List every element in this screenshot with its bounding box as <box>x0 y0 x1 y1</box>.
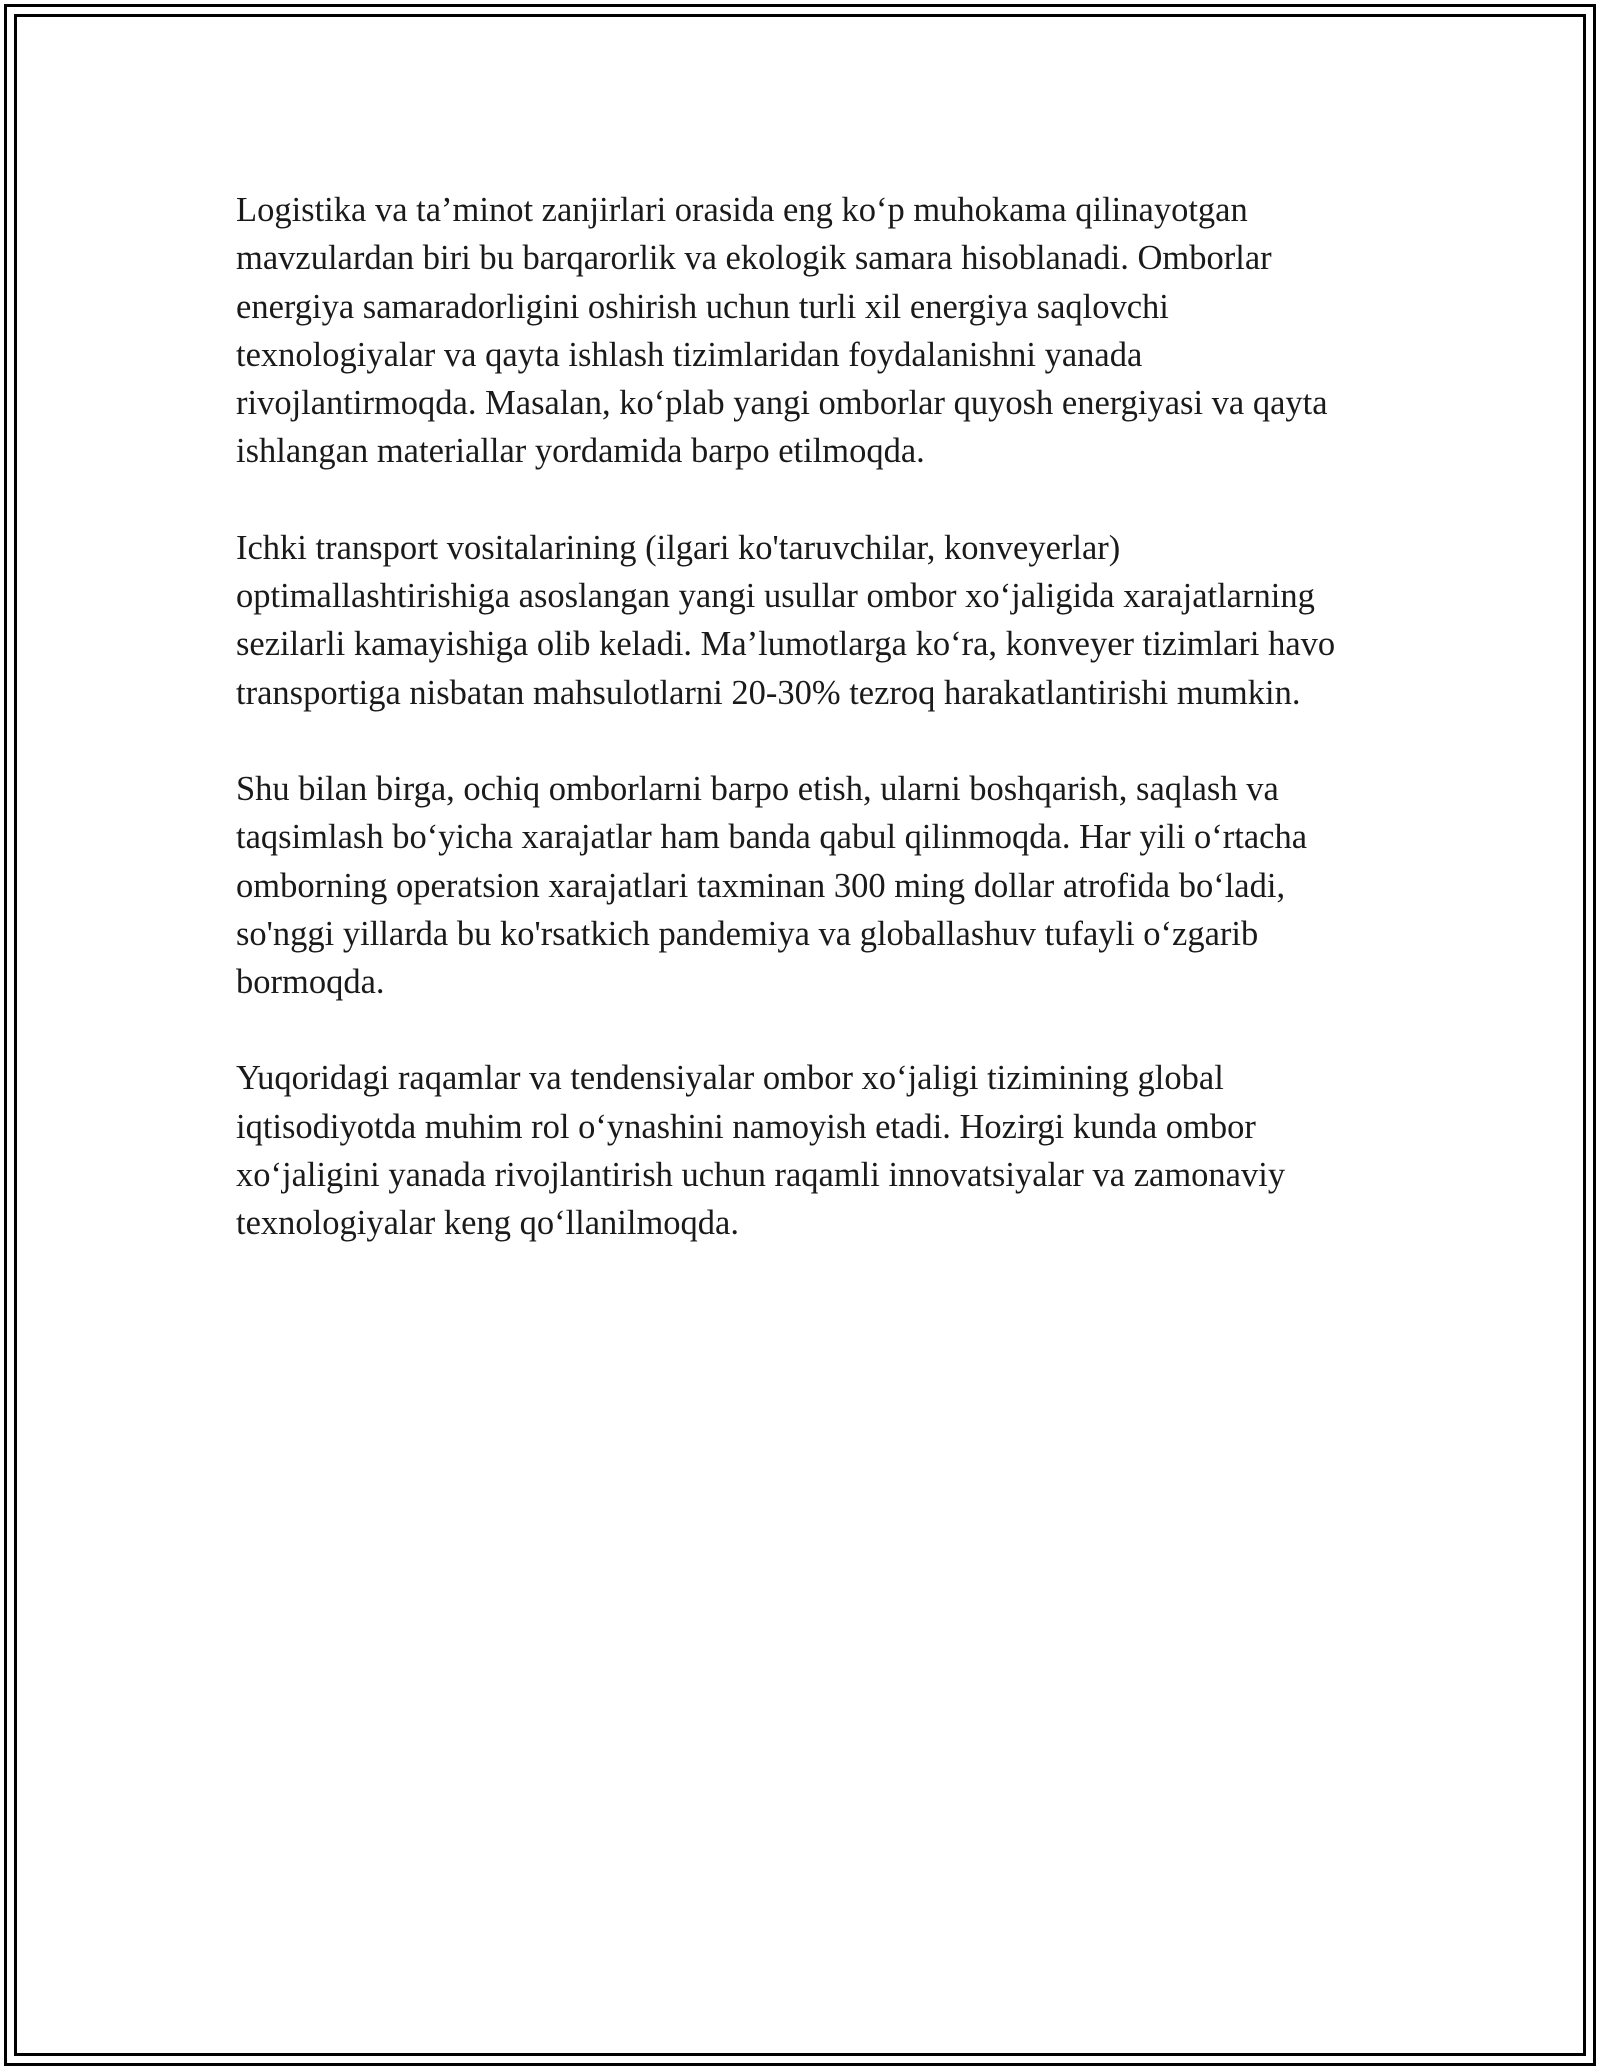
paragraph-conclusion: Yuqoridagi raqamlar va tendensiyalar ombor xo‘jaligi tizimining global iqtisodiyotda muhim rol o‘ynashini namoyish etadi. Hozirgi kunda ombor xo‘jaligini yanada rivojlantirish uchun raqamli innovatsiyalar va zamonaviy texnologiyalar keng qo‘llanilmoqda. <box>236 1059 1286 1243</box>
paragraph-internal-transport: Ichki transport vositalarining (ilgari ko'taruvchilar, konveyerlar) optimallashtirishiga asoslangan yangi usullar ombor xo‘jaligida xarajatlarning sezilarli kamayishiga olib keladi. Ma’lumotlarga ko‘ra, konveyer tizimlari havo transportiga nisbatan mahsulotlarni 20-30% tezroq harakatlantirishi mumkin. <box>236 528 1336 712</box>
document-body <box>236 186 1366 1296</box>
paragraph-sustainability: Logistika va ta’minot zanjirlari orasida eng ko‘p muhokama qilinayotgan mavzulardan biri bu barqarorlik va ekologik samara hisoblanadi. Omborlar energiya samaradorligini oshirish uchun turli xil energiya saqlovchi texnologiyalar va qayta ishlash tizimlaridan foydalanishni yanada rivojlantirmoqda. Masalan, ko‘plab yangi omborlar quyosh energiyasi va qayta ishlangan materiallar yordamida barpo etilmoqda. <box>236 191 1328 471</box>
paragraph-warehouse-costs: Shu bilan birga, ochiq omborlarni barpo etish, ularni boshqarish, saqlash va taqsimlash bo‘yicha xarajatlar ham banda qabul qilinmoqda. Har yili o‘rtacha omborning operatsion xarajatlari taxminan 300 ming dollar atrofida bo‘ladi, so'nggi yillarda bu ko'rsatkich pandemiya va globallashuv tufayli o‘zgarib bormoqda. <box>236 769 1308 1002</box>
